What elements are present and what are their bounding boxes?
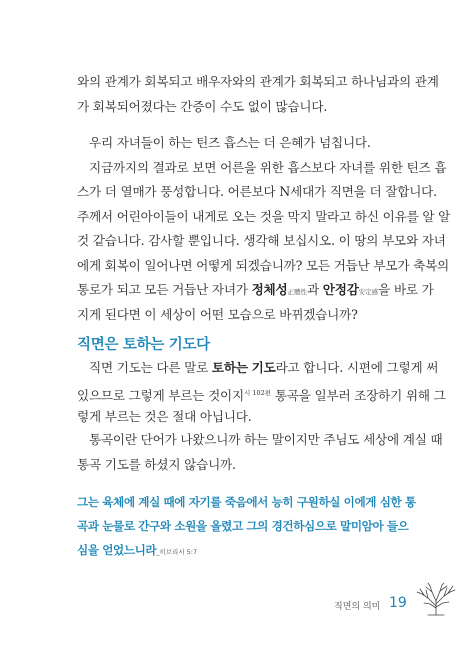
term-stability: 안정감	[322, 282, 359, 297]
quote-line-last	[77, 538, 397, 564]
term-stability-hanja: 安定感	[358, 288, 379, 296]
quote-line: 곡과 눈물로 간구와 소원을 올렸고 그의 경건하심으로 말미암아 들으	[77, 519, 409, 533]
paragraph-line: 지금까지의 결과로 보면 어른을 위한 흡스보다 자녀를 위한 틴즈 흡	[89, 159, 447, 175]
term-identity: 정체성	[251, 282, 288, 297]
page-number: 19	[389, 595, 407, 611]
term-identity-hanja: 正體性	[287, 288, 307, 296]
paragraph-1	[77, 70, 439, 119]
bare-tree-icon	[414, 582, 458, 616]
paragraph-line: 우리 자녀들이 하는 틴즈 흡스는 더 은혜가 넘칩니다.	[89, 135, 371, 150]
scripture-reference: _히브리서 5:7	[156, 548, 198, 556]
quote-line: 그는 육체에 계실 때에 자기를 죽음에서 능히 구원하실 이에게 심한 통	[77, 495, 416, 509]
paragraph-line-with-bold	[77, 356, 439, 381]
text-span: 있으므로 그렇게 부르는 것이지	[77, 387, 244, 403]
paragraph-line: 주께서 어린아이들이 내게로 오는 것을 막지 말라고 하신 이유를 알 알	[77, 208, 451, 224]
paragraph-line: 와의 관계가 회복되고 배우자와의 관계가 회복되고 하나님과의 관계	[77, 74, 439, 89]
paragraph-line-with-citation	[77, 381, 446, 406]
bold-word: 토하는	[211, 360, 248, 375]
paragraph-line: 가 회복되어졌다는 간증이 수도 없이 많습니다.	[77, 98, 328, 114]
paragraph-line: 통곡 기도를 하셨지 않습니까.	[77, 456, 236, 472]
citation-superscript: 시 102편	[243, 388, 271, 397]
paragraph-2	[77, 131, 451, 327]
paragraph-line: 것 같습니다. 감사할 뿐입니다. 생각해 보십시오. 이 땅의 부모와 자녀	[77, 233, 446, 248]
text-span: 통곡을 일부러 조장하기 위해 그	[274, 387, 446, 403]
text-span: 을 바로 가	[378, 282, 434, 297]
paragraph-line: 렇게 부르는 것은 절대 아닙니다.	[77, 409, 252, 424]
text-span: 라고 합니다. 시편에 그렇게 써	[275, 360, 439, 375]
quote-text: 심을 얻었느니라	[77, 543, 157, 557]
footer-section-label: 직면의 의미	[334, 602, 381, 612]
section-heading: 직면은 토하는 기도다	[77, 337, 210, 353]
paragraph-line: 통곡이란 단어가 나왔으니까 하는 말이지만 주님도 세상에 계실 때	[89, 432, 443, 447]
paragraph-3	[77, 356, 446, 430]
scripture-quote	[77, 490, 416, 564]
paragraph-line: 스가 더 열매가 풍성합니다. 어른보다 N세대가 직면을 더 잘합니다.	[77, 184, 437, 199]
paragraph-line: 에게 회복이 일어나면 어떻게 되겠습니까? 모든 거듭난 부모가 축복의	[77, 257, 450, 273]
bold-word: 기도	[251, 360, 276, 375]
paragraph-4	[77, 428, 443, 477]
text-span: 직면 기도는 다른 말로	[89, 360, 209, 375]
text-span: 통로가 되고 모든 거듭난 자녀가	[77, 282, 248, 297]
connector-text: 과	[306, 282, 319, 297]
paragraph-line-with-terms	[77, 278, 434, 303]
paragraph-line: 지게 된다면 이 세상이 어떤 모습으로 바뀌겠습니까?	[77, 306, 358, 322]
